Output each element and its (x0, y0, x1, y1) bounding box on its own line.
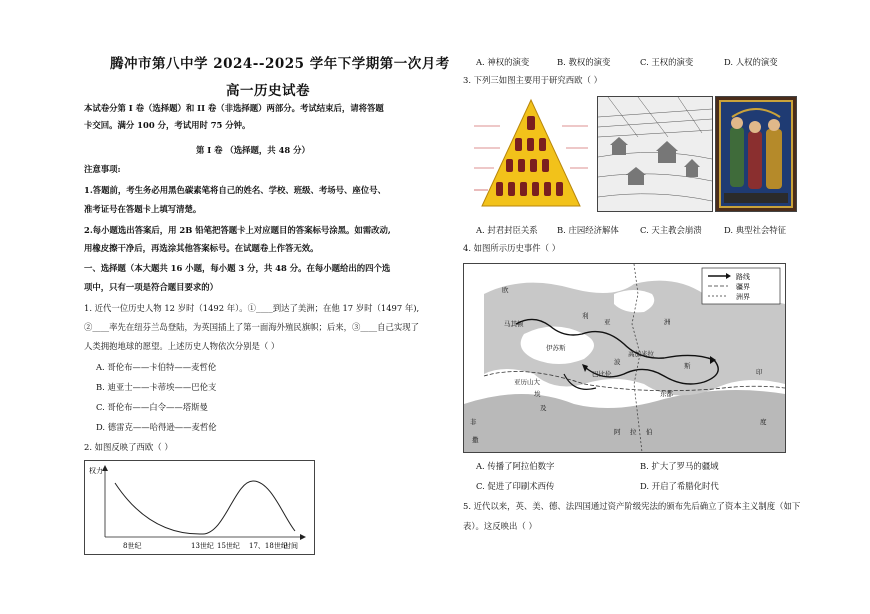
note-2-line-1: 2.每小题选出答案后，用 2B 铅笔把答题卡上对应题目的答案标号涂黑。如需改动, (84, 225, 391, 235)
chart-tick-label: 8世纪 (123, 542, 142, 550)
q1-option-b: B. 迪亚士——卡蒂埃——巴伦支 (96, 382, 217, 392)
manor-engraving-svg (598, 97, 712, 211)
q2-option-a: A. 神权的演变 (476, 57, 530, 67)
q3-option-d: D. 典型社会特征 (724, 225, 786, 235)
map-label: 非 (470, 418, 477, 426)
legend-frontier-label: 疆界 (736, 283, 750, 291)
part-one-heading: 第 I 卷 （选择题，共 48 分） (196, 145, 310, 155)
map-label: 东都 (660, 390, 673, 398)
map-label: 洲 (664, 318, 671, 326)
map-label: 度 (760, 418, 767, 426)
q4-stem: 4. 如图所示历史事件（ ） (463, 243, 561, 253)
chart-tick-label: 15世纪 (217, 542, 240, 550)
map-label: 高加米拉 (628, 350, 654, 358)
q4-option-a: A. 传播了阿拉伯数字 (476, 461, 555, 471)
intro-line-2: 卡交回。满分 100 分，考试用时 75 分钟。 (84, 120, 251, 130)
q1-stem-line-3: 人类拥抱地球的愿望。上述历史人物依次分别是（ ） (84, 341, 280, 351)
q3-option-b: B. 庄园经济解体 (557, 225, 619, 235)
map-label: 利 (582, 312, 589, 320)
q4-option-d: D. 开启了希腊化时代 (640, 481, 719, 491)
legend-route-label: 路线 (736, 273, 750, 281)
q2-power-chart (84, 460, 315, 555)
note-1-line-2: 准考证号在答题卡上填写清楚。 (84, 204, 202, 214)
intro-line-1: 本试卷分第 I 卷（选择题）和 II 卷（非选择题）两部分。考试结束后，请将答题 (84, 103, 384, 113)
manuscript-illumination-svg (716, 97, 796, 211)
map-label: 巴比伦 (592, 370, 612, 378)
map-label: 亚 (604, 318, 611, 326)
manuscript-illumination-figure (715, 96, 797, 212)
map-label: 欧 (502, 286, 509, 294)
q5-stem-line-2: 表）。这反映出（ ） (463, 521, 537, 531)
legend-continent-label: 洲界 (736, 293, 750, 301)
feudal-pyramid-figure (470, 96, 592, 212)
q1-option-c: C. 哥伦布——白令——塔斯曼 (96, 402, 208, 412)
q2-option-b: B. 教权的演变 (557, 57, 611, 67)
chart-tick-label: 13世纪 (191, 542, 214, 550)
note-1-line-1: 1.答题前，考生务必用黑色碳素笔将自己的姓名、学校、班级、考场号、座位号、 (84, 185, 386, 195)
q2-power-chart-svg (85, 461, 314, 554)
map-label: 斯 (684, 362, 691, 370)
map-label: 伊苏斯 (546, 344, 566, 352)
section-one-line-2: 项中，只有一项是符合题目要求的） (84, 282, 218, 292)
alexander-campaign-map (463, 263, 786, 453)
q3-stem: 3. 下列三如图主要用于研究西欧（ ） (463, 75, 602, 85)
q4-option-b: B. 扩大了罗马的疆域 (640, 461, 719, 471)
map-label: 波 (614, 358, 621, 366)
q2-stem: 2. 如图反映了西欧（ ） (84, 442, 173, 452)
chart-x-arrow (300, 534, 306, 540)
map-label: 阿 (614, 428, 621, 436)
q3-option-a: A. 封君封臣关系 (476, 225, 538, 235)
chart-tick-label: 17、18世纪 (249, 542, 288, 550)
chart-power-curve (115, 481, 295, 534)
q5-stem-line-1: 5. 近代以来，英、美、德、法四国通过资产阶级宪法的颁布先后确立了资本主义制度（如下 (463, 501, 801, 511)
map-label: 及 (540, 404, 547, 412)
alexander-campaign-map-svg (464, 264, 785, 452)
q1-stem-line-1: 1. 近代一位历史人物 12 岁时（1492 年）。①____到达了美洲；在他 17 岁时（1497 年), (84, 303, 420, 313)
q1-option-d: D. 德雷克——哈得逊——麦哲伦 (96, 422, 217, 432)
chart-y-label: 权力 (89, 467, 103, 475)
exam-subtitle: 高一历史试卷 (226, 83, 310, 99)
note-2-line-2: 用橡皮擦干净后，再选涂其他答案标号。在试题卷上作答无效。 (84, 243, 319, 253)
feudal-pyramid-svg (470, 96, 592, 212)
q3-option-c: C. 天主教会崩溃 (640, 225, 702, 235)
map-label: 撒 (472, 436, 479, 444)
q2-option-d: D. 人权的演变 (724, 57, 778, 67)
map-label: 印 (756, 368, 763, 376)
map-label: 亚历山大 (514, 378, 540, 386)
map-label: 伯 (646, 428, 653, 436)
map-label: 拉 (630, 428, 637, 436)
q4-option-c: C. 促进了印刷术西传 (476, 481, 555, 491)
exam-title: 腾冲市第八中学 2024--2025 学年下学期第一次月考 (110, 56, 450, 72)
q1-option-a: A. 哥伦布——卡伯特——麦哲伦 (96, 362, 217, 372)
chart-x-label: 时间 (284, 542, 298, 550)
map-label: 马其顿 (504, 320, 524, 328)
notes-heading: 注意事项: (84, 164, 121, 174)
manor-engraving-figure (597, 96, 713, 212)
map-label: 埃 (534, 390, 541, 398)
q2-option-c: C. 王权的演变 (640, 57, 694, 67)
q1-stem-line-2: ②____率先在纽芬兰岛登陆，为英国插上了第一面海外殖民旗帜；后来，③____自己实现了 (84, 322, 419, 332)
section-one-line-1: 一、选择题（本大题共 16 小题，每小题 3 分，共 48 分。在每小题给出的四个选 (84, 263, 391, 273)
